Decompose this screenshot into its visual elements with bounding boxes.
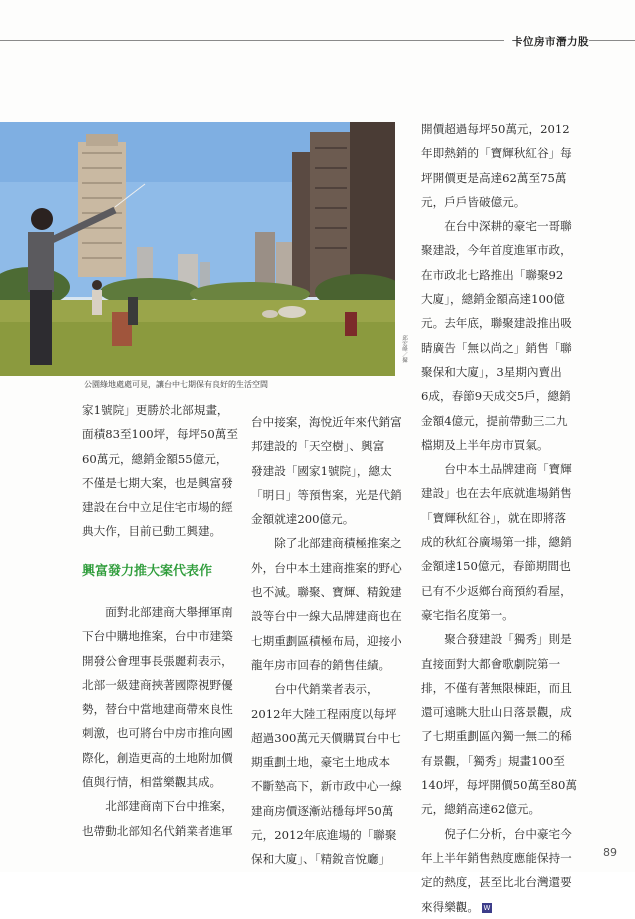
text-line: 排，不僅有著無限棟距，而且 [421,680,572,695]
text-line: 成的秋紅谷廣場第一排，總銷 [421,535,572,550]
text-line: 金額4億元，提前帶動三二九 [421,413,568,428]
text-line: 典大作，目前已動工興建。 [82,524,222,539]
text-line: 下台中購地推案，台中市建築 [82,629,233,644]
text-line: 發建設「國家1號院」，總太 [251,463,392,478]
page-number: 89 [603,846,617,859]
text-line-final-text: 來得樂觀。 [421,899,479,914]
text-line: 也帶動北部知名代銷業者進軍 [82,823,233,838]
text-line: 大廈」，總銷金額高達100億 [421,292,565,307]
text-line: 定的熱度，甚至比北台灣還要 [421,875,572,890]
text-line: 開價超過每坪50萬元，2012 [421,122,570,136]
text-line: 面積83至100坪，每坪50萬至 [82,427,238,442]
text-line: 勢，替台中當地建商帶來良性 [82,702,233,717]
park-photo-illustration [0,122,395,376]
text-line: 元，戶戶皆破億元。 [421,194,526,209]
text-line: 保和大廈」、「精銳音悅廳」 [251,852,391,867]
article-photo [0,122,395,376]
article-column-2 [251,410,406,872]
photo-caption: 公園綠地處處可見，讓台中七期保有良好的生活空間 [84,380,268,389]
text-line: 了七期重劃區內獨一無二的稀 [421,729,572,744]
section-heading: 興富發力推大案代表作 [82,564,213,579]
text-line: 邦建設的「天空樹」、興富 [251,439,385,454]
text-line: 聚合發建設「獨秀」則是 [421,632,572,647]
text-line: 期重劃土地，豪宅土地成本 [251,755,391,770]
text-line: 元。去年底，聯聚建設推出吸 [421,316,572,331]
text-line: 金額就達200億元。 [251,512,355,527]
text-line: 建設」也在去年底就進場銷售 [421,486,572,501]
text-line: 140坪，每坪開價50萬至80萬 [421,778,577,793]
text-line: 60萬元，總銷金額55億元， [82,451,228,466]
text-line: 建設在台中立足住宅市場的經 [82,500,233,515]
text-line: 在市政北七路推出「聯聚92 [421,267,564,282]
text-line: 際化，創造更高的土地附加價 [82,750,233,765]
text-line: 「寶輝秋紅谷」，就在即將落 [421,510,566,525]
text-line: 直接面對大都會歌劇院第一 [421,656,561,671]
text-line: 6成，春節9天成交5戶，總銷 [421,389,571,404]
text-line: 元，總銷高達62億元。 [421,802,541,817]
text-line: 聚保和大廈」，3星期內賣出 [421,364,562,379]
text-line-final [421,895,591,919]
text-line: 值與行情，相當樂觀其成。 [82,775,222,790]
text-line: 睛廣告「無以尚之」銷售「聯 [421,340,572,355]
text-line: 台中代銷業者表示， [251,682,379,697]
text-line: 倪子仁分析，台中豪宅今 [421,826,572,841]
text-line: 豪宅指名度第一。 [421,607,514,622]
article-column-1-continued [82,600,234,843]
text-line: 檔期及上半年房市買氣。 [421,437,549,452]
text-line: 北部建商南下台中推案， [82,799,233,814]
text-line: 還可遠眺大肚山日落景觀，成 [421,705,572,720]
text-line: 開發公會理事長張麗莉表示， [82,653,233,668]
text-line: 在台中深耕的豪宅一哥聯 [421,219,572,234]
text-line: 年即熱銷的「寶輝秋紅谷」每 [421,146,572,161]
section-header-title: 卡位房市潛力股 [504,34,589,49]
text-line: 建商房價逐漸站穩每坪50萬 [251,803,394,818]
article-column-1 [82,398,238,544]
text-line: 外，台中本土建商推案的野心 [251,560,402,575]
text-line: 年上半年銷售熱度應能保持一 [421,850,572,865]
text-line: 元，2012年底進場的「聯聚 [251,828,397,843]
article-column-3 [421,117,591,919]
text-line: 家1號院」更勝於北部規畫， [82,403,229,417]
text-line: 超過300萬元天價購買台中七 [251,730,401,745]
text-line: 不斷墊高下，新市政中心一線 [251,779,402,794]
text-line: 七期重劃區積極布局，迎接小 [251,633,402,648]
text-line: 也不減。聯聚、寶輝、精銳建 [251,585,402,600]
text-line: 不僅是七期大案，也是興富發 [82,475,233,490]
text-line: 面對北部建商大舉揮軍南 [82,605,233,619]
text-line: 台中接案，海悅近年來代銷富 [251,415,402,429]
text-line: 「明日」等預售案，光是代銷 [251,487,402,502]
text-line: 龍年房市回春的銷售佳績。 [251,657,391,672]
text-line: 聚建設，今年首度進軍市政， [421,243,572,258]
text-line: 台中本土品牌建商「寶輝 [421,462,572,477]
magazine-end-mark-icon: W [483,903,491,912]
text-line: 坪開價更是高達62萬至75萬 [421,170,567,185]
text-line: 刺激，也可將台中房市推向國 [82,726,233,741]
text-line: 有景觀，「獨秀」規畫100至 [421,753,565,768]
text-line: 除了北部建商積極推案之 [251,536,402,551]
text-line: 設等台中一線大品牌建商也在 [251,609,402,624]
text-line: 北部一級建商挾著國際視野優 [82,677,233,692]
text-line: 金額達150億元，春節期間也 [421,559,571,574]
photo-credit: 邱宏峰／攝 [401,335,407,363]
text-line: 已有不少返鄉台商預約看屋， [421,583,572,598]
text-line: 2012年大陸工程兩度以每坪 [251,706,397,721]
